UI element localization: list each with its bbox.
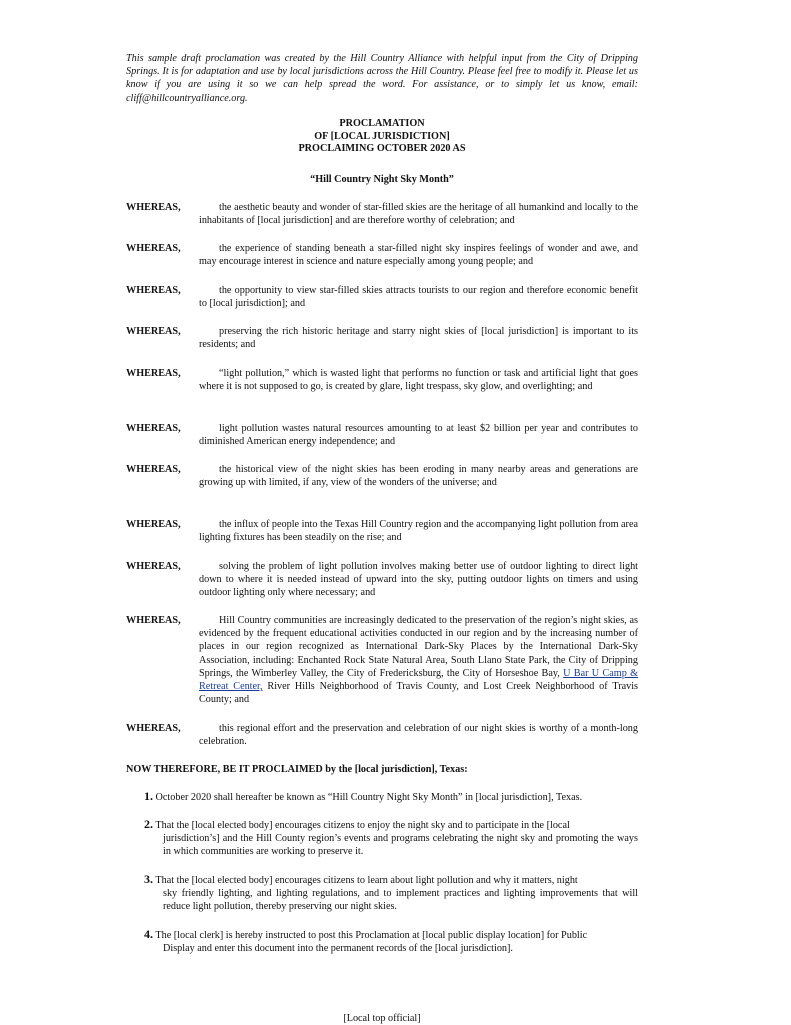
whereas-text: solving the problem of light pollution involves making better use of outdoor lighting to direct light down to where it is needed instead of upward into the sky, putting outdoor lights on timers and using outdoor lighting only where necessary; and (199, 561, 638, 599)
item-text: That the [local elected body] encourages citizens to enjoy the night sky and to participate in the [local (155, 820, 570, 831)
whereas-clause (126, 325, 638, 351)
item-text-continued: sky friendly lighting, and lighting regulations, and to implement practices and lighting improvements that will reduce light pollution, thereby preserving our night skies. (163, 888, 638, 913)
title-line-2: OF [LOCAL JURISDICTION] (314, 130, 450, 142)
whereas-text: “light pollution,” which is wasted light that performs no function or task and artificial light that goes where it is not supposed to go, is created by glare, light trespass, sky glow, and overlighting; and (199, 368, 638, 393)
whereas-clause (126, 560, 638, 600)
item-number: 1. (144, 789, 153, 803)
whereas-clause (126, 722, 638, 748)
whereas-text: the experience of standing beneath a star-filled night sky inspires feelings of wonder and awe, and may encourage interest in science and nature especially among young people; and (199, 243, 638, 268)
whereas-text: the aesthetic beauty and wonder of star-filled skies are the heritage of all humankind and locally to the inhabitants of [local jurisdiction] and are therefore worthy of celebration; and (199, 202, 638, 227)
whereas-label: WHEREAS, (126, 285, 181, 296)
item-text-continued: Display and enter this document into the permanent records of the [local jurisdiction]. (163, 943, 513, 955)
u-bar-u-link[interactable]: U Bar U Camp & Retreat Center, (199, 667, 638, 693)
whereas-text: this regional effort and the preservation and celebration of our night skies is worthy of a month-long celebration. (199, 723, 638, 748)
resolution-item (144, 928, 638, 955)
whereas-text-part: Hill Country communities are increasingly dedicated to the preservation of the region’s night skies, as evidenced by the frequent educational activities conducted in our region and by the increasing number of places in our region recognized as International Dark-Sky Places by the International Dark-Sky Association, including: Enchanted Rock State Natural Area, South Llano State Park, the City of Dripping Springs, the Wimberley Valley, the City of Fredericksburg, the City of Horseshoe Bay, (199, 615, 638, 679)
whereas-label: WHEREAS, (126, 368, 181, 379)
whereas-text: preserving the rich historic heritage and starry night skies of [local jurisdiction] is important to its residents; and (199, 326, 638, 351)
whereas-label: WHEREAS, (126, 519, 181, 530)
whereas-text (199, 614, 638, 706)
item-text: The [local clerk] is hereby instructed to post this Proclamation at [local public display location] for Public (155, 930, 588, 941)
intro-note: This sample draft proclamation was created by the Hill Country Alliance with helpful input from the City of Dripping Springs. It is for adaptation and use by local jurisdictions across the Hill Country. Please feel free to modify it. Please let us know if you are using it so we can help spread the word. For assistance, or to simply let us know, email: cliff@hillcountryalliance.org. (126, 53, 638, 104)
whereas-text: the historical view of the night skies has been eroding in many nearby areas and generations are growing up with limited, if any, view of the wonders of the universe; and (199, 464, 638, 489)
item-text: October 2020 shall hereafter be known as “Hill Country Night Sky Month” in [local jurisdiction], Texas. (155, 792, 583, 803)
whereas-label: WHEREAS, (126, 202, 181, 213)
item-number: 2. (144, 817, 153, 831)
therefore-heading: NOW THEREFORE, BE IT PROCLAIMED by the [local jurisdiction], Texas: (126, 764, 468, 775)
whereas-label: WHEREAS, (126, 326, 181, 337)
resolution-item (144, 790, 638, 804)
signature-line: [Local top official] (343, 1013, 421, 1024)
resolution-item (144, 818, 638, 859)
whereas-label: WHEREAS, (126, 723, 181, 734)
whereas-clause (126, 367, 638, 393)
whereas-clause-dark-sky-places (126, 614, 638, 706)
whereas-clause (126, 201, 638, 227)
proclamation-subtitle: “Hill Country Night Sky Month” (310, 174, 454, 185)
item-number: 3. (144, 872, 153, 886)
whereas-label: WHEREAS, (126, 464, 181, 475)
resolution-item (144, 873, 638, 914)
whereas-label: WHEREAS, (126, 561, 181, 572)
whereas-label: WHEREAS, (126, 423, 181, 434)
whereas-clause (126, 463, 638, 489)
whereas-clause (126, 284, 638, 310)
proclamation-title (126, 118, 638, 156)
item-number: 4. (144, 927, 153, 941)
whereas-text: light pollution wastes natural resources amounting to at least $2 billion per year and contributes to diminished American energy independence; and (199, 423, 638, 448)
whereas-label: WHEREAS, (126, 243, 181, 254)
whereas-text-part: River Hills Neighborhood of Travis County, and Lost Creek Neighborhood of Travis County; and (199, 681, 638, 706)
title-line-3: PROCLAIMING OCTOBER 2020 AS (298, 143, 466, 155)
item-text-continued: jurisdiction’s] and the Hill County region’s events and programs celebrating the night sky and promoting the ways in which communities are working to preserve it. (163, 833, 638, 858)
whereas-text: the influx of people into the Texas Hill Country region and the accompanying light pollution from area lighting fixtures has been steadily on the rise; and (199, 519, 638, 544)
whereas-clause (126, 518, 638, 544)
whereas-text: the opportunity to view star-filled skies attracts tourists to our region and therefore economic benefit to [local jurisdiction]; and (199, 285, 638, 310)
title-line-1: PROCLAMATION (339, 118, 425, 129)
whereas-clause (126, 422, 638, 448)
whereas-clause (126, 242, 638, 268)
item-text: That the [local elected body] encourages citizens to learn about light pollution and why it matters, night (155, 875, 578, 886)
whereas-label: WHEREAS, (126, 615, 181, 626)
